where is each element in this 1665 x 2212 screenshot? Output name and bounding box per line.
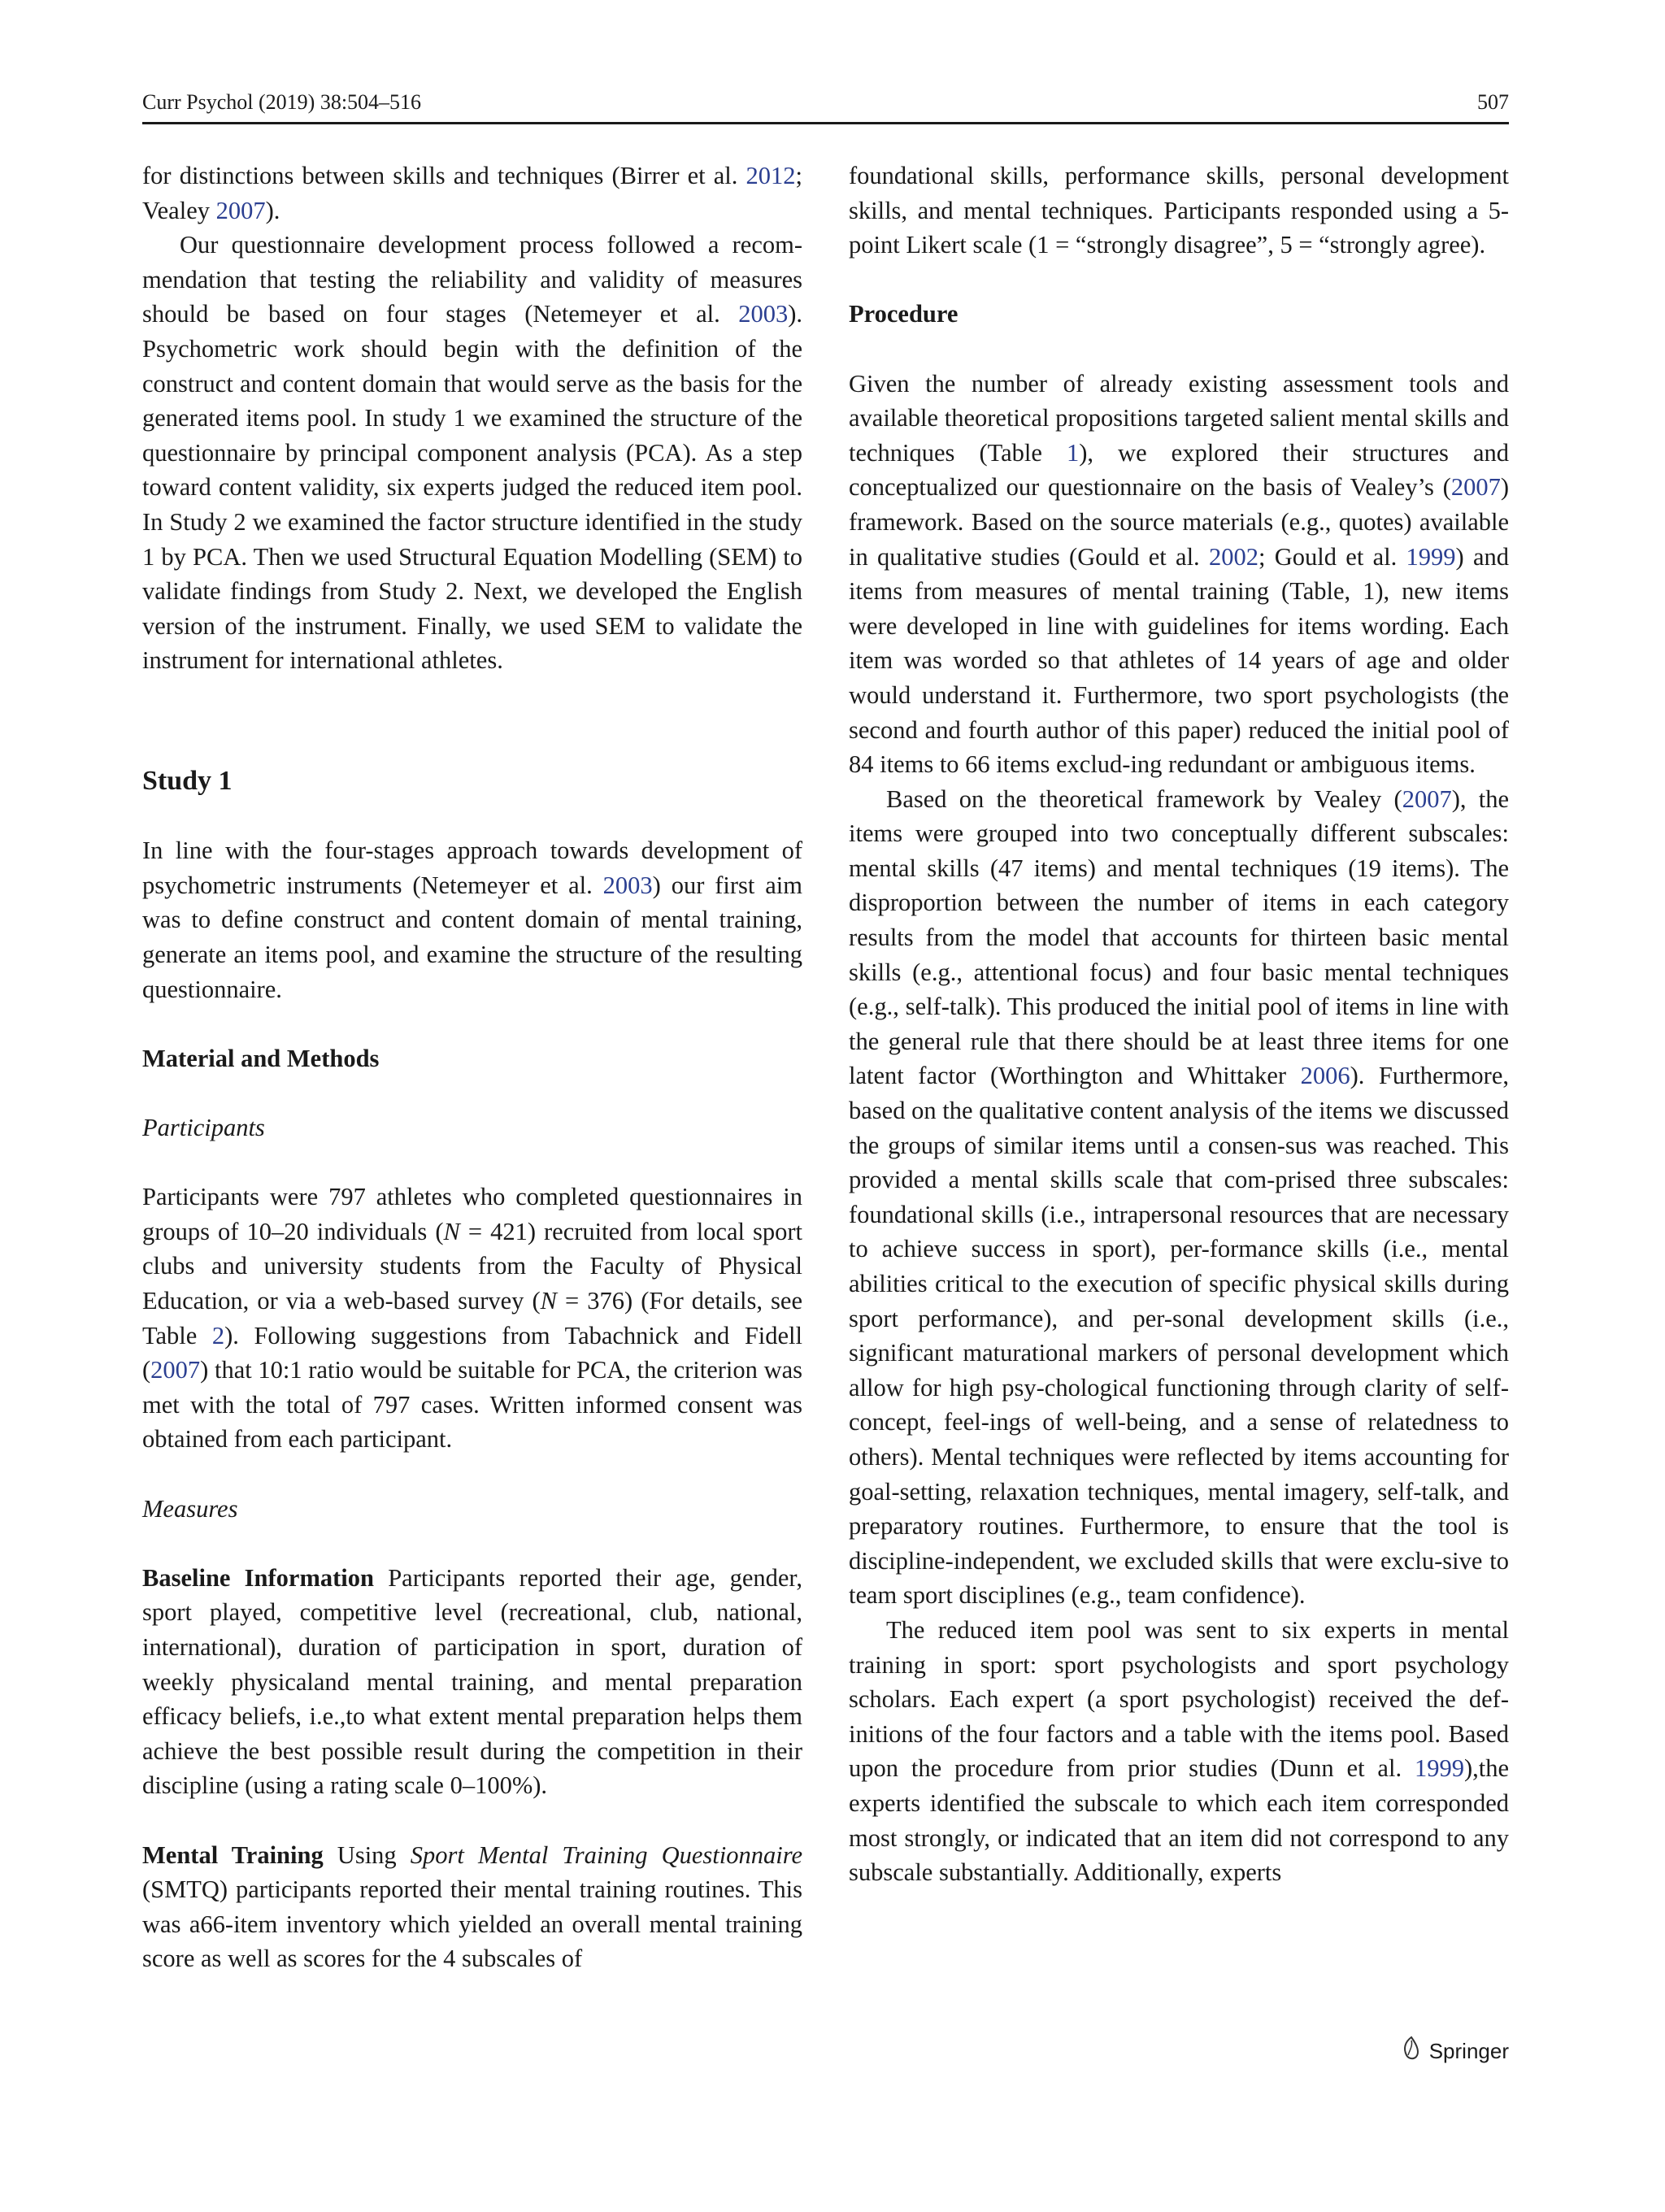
journal-citation: Curr Psychol (2019) 38:504–516 xyxy=(142,90,422,114)
paragraph: foundational skills, performance skills, personal development skills, and mental techniques. Participants responded using a 5-point Likert scale (1 = “strongly disagree”, 5 = “strongly agree). xyxy=(849,162,1509,259)
runin-heading-baseline: Baseline Information xyxy=(142,1563,374,1592)
subsubsection-heading-measures: Measures xyxy=(142,1494,238,1523)
paragraph: Given the number of already existing assessment tools and available theoretical propositions targeted salient mental skills and techniques (Table 1), we explored their structures and conceptualized our questionnaire on the basis of Vealey’s (2007) framework. Based on the source materials (e.g., quotes) available in qualitative studies (Gould et al. 2002; Gould et al. 1999) and items from measures of mental training (Table, 1), new items were developed in line with guidelines for items wording. Each item was worded so that athletes of 14 years of age and older would understand it. Furthermore, two sport psychologists (the second and fourth author of this paper) reduced the initial pool of 84 items to 66 items exclud-ing redundant or ambiguous items. xyxy=(849,369,1510,779)
left-column xyxy=(142,159,802,1976)
citation-link[interactable]: 2003 xyxy=(602,871,653,899)
table-link[interactable]: 1 xyxy=(1066,438,1080,467)
paragraph: Our questionnaire development process followed a recom-mendation that testing the reliability and validity of measures should be based on four stages (Netemeyer et al. 2003). Psychometric work should begin with the definition of the construct and content domain that would serve as the basis for the generated items pool. In study 1 we examined the structure of the questionnaire by principal component analysis (PCA). As a step toward content validity, six experts judged the reduced item pool. In Study 2 we examined the factor structure identified in the study 1 by PCA. Then we used Structural Equation Modelling (SEM) to validate findings from Study 2. Next, we developed the English version of the instrument. Finally, we used SEM to validate the instrument for international athletes. xyxy=(142,231,802,675)
citation-link[interactable]: 1999 xyxy=(1406,542,1456,571)
right-column xyxy=(849,159,1509,1890)
paragraph: The reduced item pool was sent to six experts in mental training in sport: sport psychologists and sport psychology scholars. Each expert (a sport psychologist) received the def-initions of the four factors and a table with the items pool. Based upon the procedure from prior studies (Dunn et al. 1999),the experts identified the subscale to which each item corresponded most strongly, or indicated that an item did not correspond to any subscale substantially. Additionally, experts xyxy=(849,1615,1509,1887)
subsubsection-heading-participants: Participants xyxy=(142,1114,265,1142)
section-heading-study1: Study 1 xyxy=(142,766,233,797)
paragraph: Mental Training Using Sport Mental Training Questionnaire (SMTQ) participants reported their mental training routines. This was a66-item inventory which yielded an overall mental training score as well as scores for the 4 subscales of xyxy=(142,1840,803,1973)
runin-heading-mental-training: Mental Training xyxy=(142,1840,324,1869)
citation-link[interactable]: 2007 xyxy=(150,1356,201,1384)
citation-link[interactable]: 2003 xyxy=(738,300,789,328)
subsection-heading-material-methods: Material and Methods xyxy=(142,1044,380,1072)
citation-link[interactable]: 2012 xyxy=(746,162,796,189)
paragraph: Participants were 797 athletes who completed questionnaires in groups of 10–20 individuals (N = 421) recruited from local sport clubs and university students from the Faculty of Physical Education, or via a web-based survey (N = 376) (For details, see Table 2). Following suggestions from Tabachnick and Fidell (2007) that 10:1 ratio would be suitable for PCA, the criterion was met with the total of 797 cases. Written informed consent was obtained from each participant. xyxy=(142,1183,802,1454)
springer-logo-icon xyxy=(1400,2036,1423,2067)
citation-link[interactable]: 1999 xyxy=(1414,1754,1464,1783)
header-rule xyxy=(142,122,1509,124)
citation-link[interactable]: 2006 xyxy=(1300,1062,1350,1090)
paragraph: In line with the four-stages approach towards development of psychometric instruments (Netemeyer et al. 2003) our first aim was to define construct and content domain of mental training, generate an items pool, and examine the structure of the resulting questionnaire. xyxy=(142,837,802,1003)
paragraph: for distinctions between skills and techniques (Birrer et al. 2012; Vealey 2007). xyxy=(142,162,802,224)
publisher-name: Springer xyxy=(1428,2039,1509,2063)
citation-link[interactable]: 2002 xyxy=(1208,542,1259,571)
citation-link[interactable]: 2007 xyxy=(1450,473,1501,502)
paragraph: Based on the theoretical framework by Vealey (2007), the items were grouped into two conceptually different subscales: mental skills (47 items) and mental techniques (19 items). The disproportion between the number of items in each category results from the model that accounts for thirteen basic mental skills (e.g., attentional focus) and four basic mental techniques (e.g., self-talk). This produced the initial pool of items in line with the general rule that there should be at least three items for one latent factor (Worthington and Whittaker 2006). Furthermore, based on the qualitative content analysis of the items we discussed the groups of similar items until a consen-sus was reached. This provided a mental skills scale that com-prised three subscales: foundational skills (i.e., intrapersonal resources that are necessary to achieve success in sport), per-formance skills (i.e., mental abilities critical to the execution of specific physical skills during sport performance), and per-sonal development skills (i.e., significant maturational markers of personal development which allow for high psy-chological functioning through clarity of self-concept, feel-ings of well-being, and a sense of relatedness to others). Mental techniques were reflected by items accounting for goal-setting, relaxation techniques, mental imagery, self-talk, and preparatory routines. Furthermore, to ensure that the tool is discipline-independent, we excluded skills that were exclu-sive to team sport disciplines (e.g., team confidence). xyxy=(849,784,1509,1610)
citation-link[interactable]: 2007 xyxy=(1402,784,1452,813)
subsection-heading-procedure: Procedure xyxy=(849,300,959,328)
page-number: 507 xyxy=(1477,90,1509,114)
paragraph: Baseline Information Participants reported their age, gender, sport played, competitive level (recreational, club, national, international), duration of participation in sport, duration of weekly physicaland mental training, and mental preparation efficacy beliefs, i.e.,to what extent mental preparation helps them achieve the best possible result during the competition in their discipline (using a rating scale 0–100%). xyxy=(142,1563,802,1800)
publisher-footer xyxy=(1400,2036,1509,2067)
citation-link[interactable]: 2007 xyxy=(215,196,266,224)
table-link[interactable]: 2 xyxy=(211,1321,225,1349)
